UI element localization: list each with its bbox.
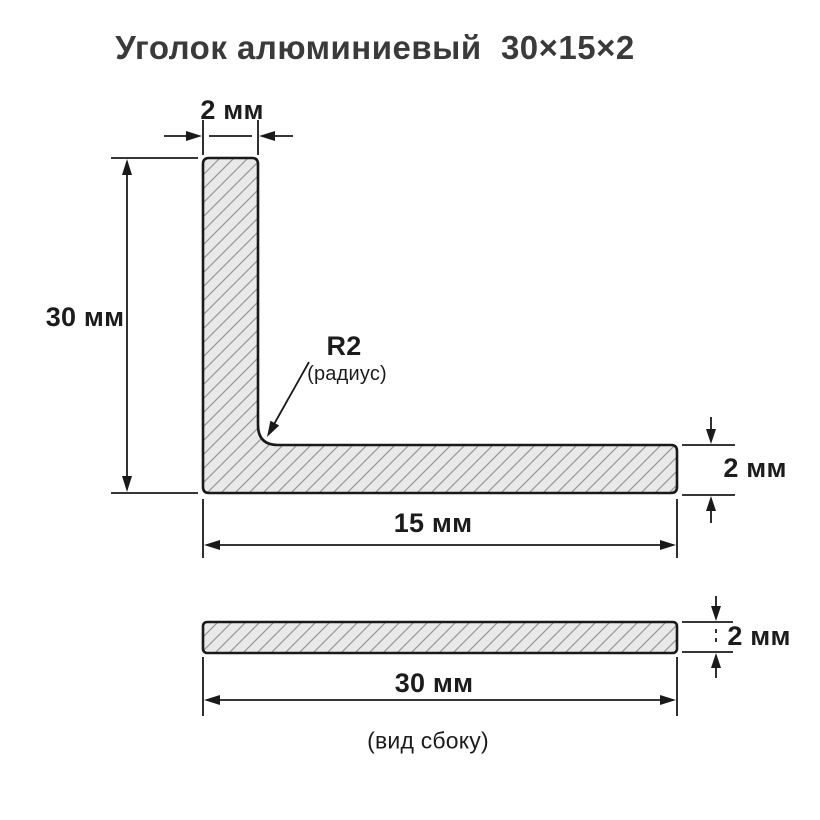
height-label: 30 мм (45, 302, 125, 333)
side-view-caption: (вид сбоку) (367, 727, 489, 754)
radius-leader (267, 362, 309, 437)
arrow-right-icon (660, 695, 676, 705)
page-title: Уголок алюминиевый 30×15×2 (115, 28, 635, 66)
arrow-down-icon (706, 429, 716, 444)
side-bar-shape (203, 622, 677, 653)
radius-label: R2 (326, 331, 362, 362)
flange-width-label: 15 мм (393, 508, 473, 539)
leader-line (273, 362, 309, 426)
side-view-bar (203, 622, 677, 653)
side-thickness-label: 2 мм (727, 621, 791, 652)
arrow-left-icon (204, 695, 220, 705)
arrow-down-left-icon (267, 421, 279, 437)
top-width-label: 2 мм (200, 95, 264, 126)
arrow-up-icon (711, 653, 721, 668)
radius-sublabel: (радиус) (307, 363, 387, 385)
arrow-down-icon (711, 606, 721, 621)
side-width-label: 30 мм (394, 668, 474, 699)
arrow-right-icon (186, 131, 202, 141)
arrow-up-icon (122, 159, 132, 175)
arrow-left-icon (204, 540, 220, 550)
l-profile-cross-section (203, 158, 677, 493)
extension-line (682, 622, 733, 652)
flange-thickness-label: 2 мм (723, 453, 787, 484)
l-profile-shape (203, 158, 677, 493)
arrow-right-icon (660, 540, 676, 550)
side-thickness-dimension (682, 596, 733, 678)
arrow-left-icon (259, 131, 275, 141)
arrow-up-icon (706, 496, 716, 511)
arrow-down-icon (122, 476, 132, 492)
